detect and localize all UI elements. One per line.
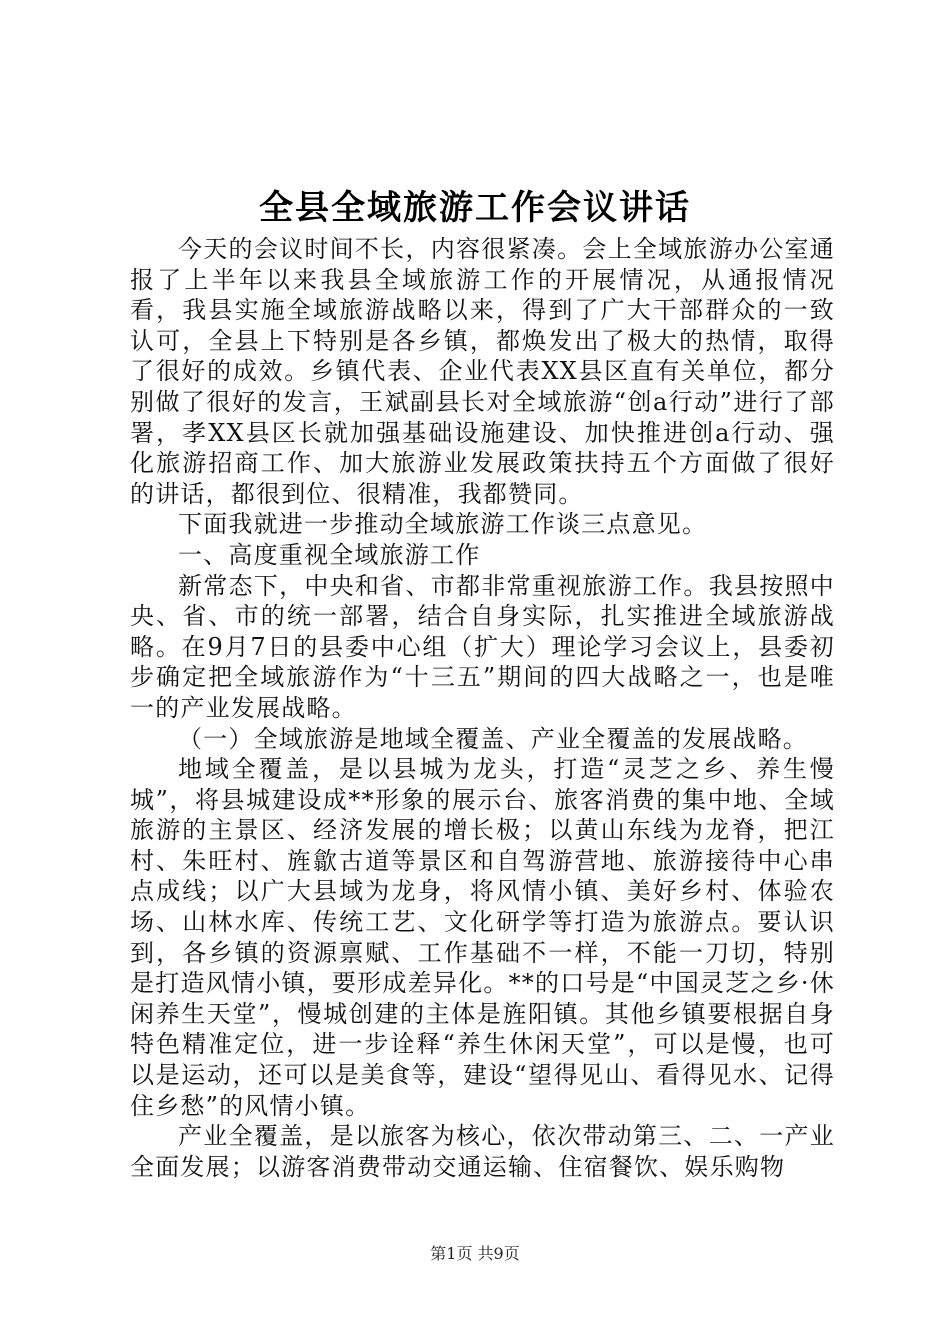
page-number-footer: 第1页 共9页 (430, 1244, 520, 1263)
subsection-heading: （一）全域旅游是地域全覆盖、产业全覆盖的发展战略。 (178, 724, 808, 753)
section-heading: 一、高度重视全域旅游工作 (178, 540, 481, 569)
paragraph: 产业全覆盖，是以旅客为核心，依次带动第三、二、一产业全面发展；以游客消费带动交通运输、住宿餐饮、娱乐购物 (130, 1122, 835, 1181)
paragraph: 下面我就进一步推动全域旅游工作谈三点意见。 (178, 510, 708, 539)
paragraph: 今天的会议时间不长，内容很紧凑。会上全域旅游办公室通报了上半年以来我县全域旅游工作的开展情况，从通报情况看，我县实施全域旅游战略以来，得到了广大干部群众的一致认可，全县上下特别是各乡镇，都焕发出了极大的热情，取得了很好的成效。乡镇代表、企业代表XX县区直有关单位，都分别做了很好的发言，王斌副县长对全域旅游“创a行动”进行了部署，孝XX县区长就加强基础设施建设、加快推进创a行动、强化旅游招商工作、加大旅游业发展政策扶持五个方面做了很好的讲话，都很到位、很精准，我都赞同。 (130, 235, 835, 508)
paragraph: 新常态下，中央和省、市都非常重视旅游工作。我县按照中央、省、市的统一部署，结合自身实际，扎实推进全域旅游战略。在9月7日的县委中心组（扩大）理论学习会议上，县委初步确定把全域旅游作为“十三五”期间的四大战略之一，也是唯一的产业发展战略。 (130, 571, 835, 722)
paragraph: 地域全覆盖，是以县城为龙头，打造“灵芝之乡、养生慢城”，将县城建设成**形象的展示台、旅客消费的集中地、全域旅游的主景区、经济发展的增长极；以黄山东线为龙脊，把江村、朱旺村、旌歙古道等景区和自驾游营地、旅游接待中心串点成线；以广大县域为龙身，将风情小镇、美好乡村、体验农场、山林水库、传统工艺、文化研学等打造为旅游点。要认识到，各乡镇的资源禀赋、工作基础不一样，不能一刀切，特别是打造风情小镇，要形成差异化。**的口号是“中国灵芝之乡·休闲养生天堂”，慢城创建的主体是旌阳镇。其他乡镇要根据自身特色精准定位，进一步诠释“养生休闲天堂”，可以是慢，也可以是运动，还可以是美食等，建设“望得见山、看得见水、记得住乡愁”的风情小镇。 (130, 755, 835, 1120)
document-body (130, 234, 835, 1182)
document-title: 全县全域旅游工作会议讲话 (259, 188, 691, 228)
